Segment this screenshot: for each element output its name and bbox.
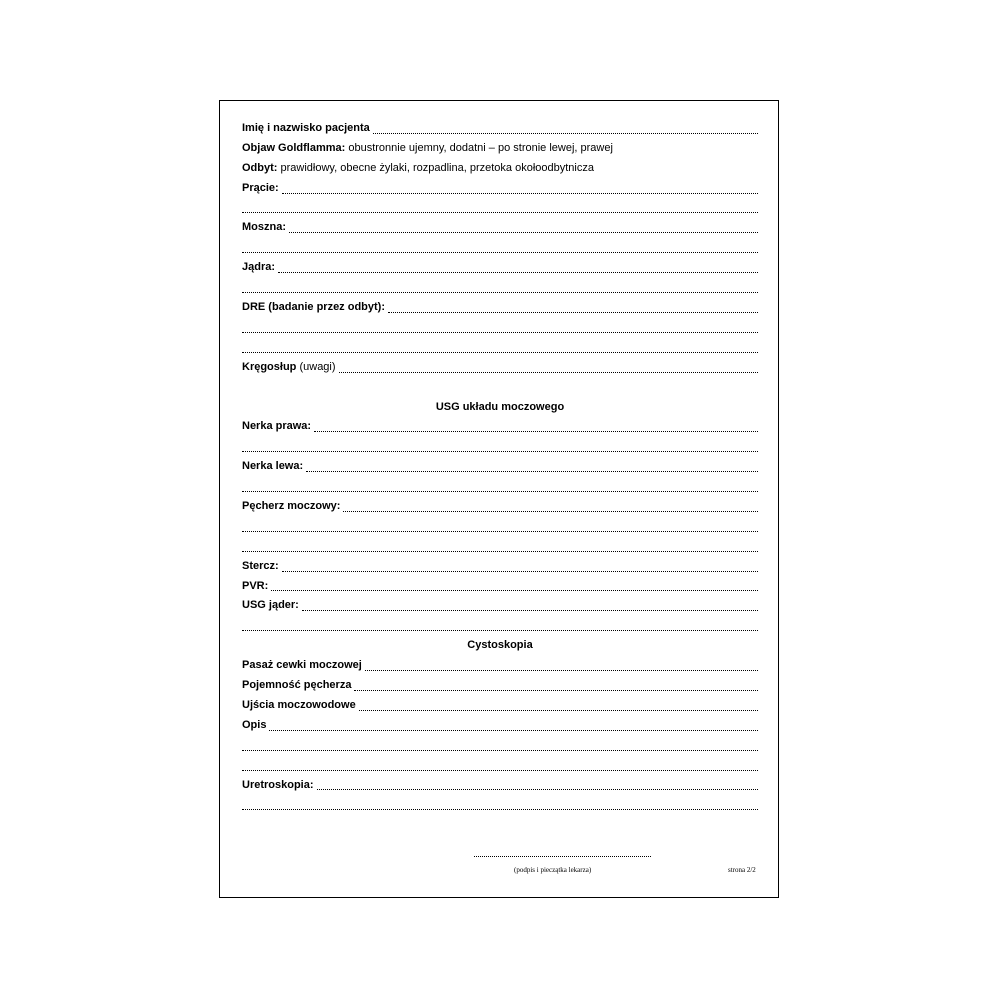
ujscia-label: Ujścia moczowodowe [242,698,356,711]
form-page [219,100,779,898]
pasaz-field[interactable] [365,656,758,676]
kregoslup-row [242,358,758,378]
moszna-row [242,218,758,238]
uretroskopia-row [242,776,758,796]
ujscia-row [242,696,758,716]
form-content [242,119,758,815]
dre-field-line-2[interactable] [242,318,758,338]
odbyt-label: Odbyt: [242,161,278,174]
pracie-row [242,179,758,199]
jadra-label: Jądra: [242,261,276,274]
kregoslup-label: Kręgosłup [242,360,297,373]
pecherz-continuation-row [242,517,758,537]
dre-continuation-row-2 [242,338,758,358]
pvr-label: PVR: [242,579,269,592]
nerka-lewa-row [242,457,758,477]
usg-jader-field-line-2[interactable] [242,616,758,636]
nerka-lewa-field-line-2[interactable] [242,477,758,497]
odbyt-row [242,159,758,179]
uretroskopia-field-line-2[interactable] [242,795,758,815]
pasaz-label: Pasaż cewki moczowej [242,659,362,672]
dre-label: DRE (badanie przez odbyt): [242,301,386,314]
jadra-row [242,258,758,278]
opis-continuation-row-2 [242,756,758,776]
jadra-field[interactable] [278,258,758,278]
moszna-field-line-2[interactable] [242,238,758,258]
pecherz-field[interactable] [343,497,758,517]
usg-jader-field[interactable] [302,596,758,616]
odbyt-options: prawidłowy, obecne żylaki, rozpadlina, przetoka okołoodbytnicza [280,161,594,174]
pracie-field[interactable] [282,179,758,199]
uretroskopia-label: Uretroskopia: [242,778,314,791]
pracie-continuation-row [242,199,758,219]
stercz-row [242,557,758,577]
opis-field-line-3[interactable] [242,756,758,776]
moszna-label: Moszna: [242,221,286,234]
kregoslup-note: (uwagi) [299,360,336,373]
usg-heading: USG układu moczowego [435,400,565,413]
pecherz-row [242,497,758,517]
goldflam-options: obustronnie ujemny, dodatni – po stronie lewej, prawej [348,141,613,154]
nerka-prawa-field[interactable] [314,417,758,437]
moszna-continuation-row [242,238,758,258]
pecherz-label: Pęcherz moczowy: [242,500,341,513]
nerka-lewa-field[interactable] [306,457,758,477]
usg-jader-continuation-row [242,616,758,636]
dre-row [242,298,758,318]
pvr-field[interactable] [271,577,758,597]
pojemnosc-label: Pojemność pęcherza [242,679,352,692]
nerka-lewa-label: Nerka lewa: [242,460,304,473]
pecherz-continuation-row-2 [242,537,758,557]
cystoskopia-heading: Cystoskopia [467,639,533,652]
opis-field[interactable] [269,716,758,736]
goldflam-label: Objaw Goldflamma: [242,141,346,154]
nerka-prawa-continuation-row [242,437,758,457]
ujscia-field[interactable] [359,696,758,716]
opis-continuation-row [242,736,758,756]
dre-field[interactable] [388,298,758,318]
pasaz-row [242,656,758,676]
nerka-prawa-field-line-2[interactable] [242,437,758,457]
usg-heading-row [242,398,758,418]
pecherz-field-line-2[interactable] [242,517,758,537]
stercz-field[interactable] [282,557,758,577]
patient-name-field[interactable] [373,119,758,139]
opis-label: Opis [242,718,267,731]
jadra-continuation-row [242,278,758,298]
goldflam-row [242,139,758,159]
nerka-lewa-continuation-row [242,477,758,497]
kregoslup-field[interactable] [339,358,758,378]
pracie-field-line-2[interactable] [242,199,758,219]
jadra-field-line-2[interactable] [242,278,758,298]
nerka-prawa-row [242,417,758,437]
dre-field-line-3[interactable] [242,338,758,358]
pecherz-field-line-3[interactable] [242,537,758,557]
pracie-label: Prącie: [242,181,279,194]
uretroskopia-field[interactable] [317,776,758,796]
page-number: strona 2/2 [728,866,756,874]
usg-jader-label: USG jąder: [242,599,299,612]
moszna-field[interactable] [289,218,758,238]
uretroskopia-continuation-row [242,795,758,815]
patient-name-row [242,119,758,139]
cystoskopia-heading-row [242,636,758,656]
usg-jader-row [242,596,758,616]
signature-line[interactable] [474,856,651,857]
opis-field-line-2[interactable] [242,736,758,756]
stercz-label: Stercz: [242,559,279,572]
section-gap [242,378,758,398]
pvr-row [242,577,758,597]
pojemnosc-row [242,676,758,696]
signature-caption: (podpis i pieczątka lekarza) [514,866,592,874]
dre-continuation-row [242,318,758,338]
opis-row [242,716,758,736]
nerka-prawa-label: Nerka prawa: [242,420,312,433]
patient-name-label: Imię i nazwisko pacjenta [242,122,370,134]
pojemnosc-field[interactable] [354,676,758,696]
